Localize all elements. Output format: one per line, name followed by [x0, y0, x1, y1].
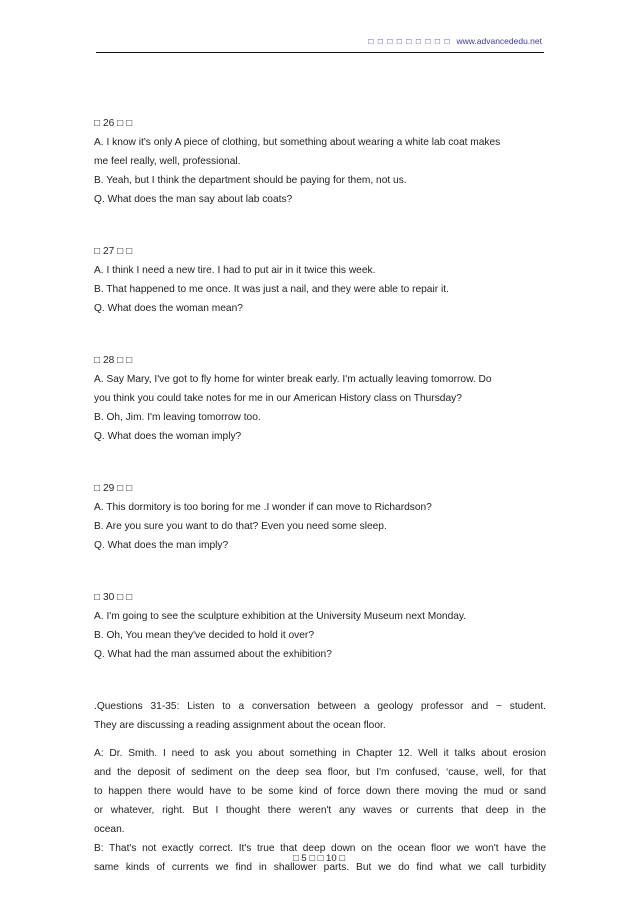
question-item-29 [94, 479, 546, 555]
dialogue-line: B. That happened to me once. It was just a nail, and they were able to repair it. [94, 284, 449, 295]
question-heading: □ 28 □ □ [94, 355, 133, 366]
dialogue-line: A. I'm going to see the sculpture exhibition at the University Museum next Monday. [94, 611, 467, 622]
question-line: Q. What does the woman imply? [94, 431, 242, 442]
header-url: www.advancededu.net [456, 36, 542, 46]
passage-speaker-a [94, 744, 546, 839]
passage-line: to happen there would have to be some kind of force down there moving the mud or sand [94, 786, 546, 797]
dialogue-line: B. Oh, Jim. I'm leaving tomorrow too. [94, 412, 261, 423]
header-text [368, 36, 542, 46]
question-heading: □ 26 □ □ [94, 118, 133, 129]
intro-line: .Questions 31-35: Listen to a conversation between a geology professor and ~ student. [94, 701, 546, 712]
dialogue-line: A. I know it's only A piece of clothing, but something about wearing a white lab coat makes [94, 137, 501, 148]
question-item-27 [94, 242, 546, 318]
passage-line: A: Dr. Smith. I need to ask you about something in Chapter 12. Well it talks about erosion [94, 748, 546, 759]
question-item-30 [94, 588, 546, 664]
passage-line: B: That's not exactly correct. It's true that deep down on the ocean floor we won't have the [94, 843, 546, 854]
dialogue-line: B. Oh, You mean they've decided to hold it over? [94, 630, 314, 641]
question-line: Q. What had the man assumed about the exhibition? [94, 649, 332, 660]
question-line: Q. What does the man say about lab coats? [94, 194, 293, 205]
section-intro [94, 697, 546, 735]
page-header [96, 38, 544, 53]
dialogue-line: A. I think I need a new tire. I had to put air in it twice this week. [94, 265, 376, 276]
question-heading: □ 27 □ □ [94, 246, 133, 257]
dialogue-line: A. This dormitory is too boring for me .I wonder if can move to Richardson? [94, 502, 432, 513]
dialogue-line: B. Are you sure you want to do that? Even you need some sleep. [94, 521, 387, 532]
dialogue-line: A. Say Mary, I've got to fly home for winter break early. I'm actually leaving tomorrow. Do [94, 374, 492, 385]
question-item-28 [94, 351, 546, 446]
question-item-26 [94, 114, 546, 209]
dialogue-line: B. Yeah, but I think the department should be paying for them, not us. [94, 175, 407, 186]
question-heading: □ 29 □ □ [94, 483, 133, 494]
page-number-footer: □ 5 □ □ 10 □ [293, 853, 345, 864]
question-line: Q. What does the man imply? [94, 540, 229, 551]
passage-line: and the deposit of sediment on the deep sea floor, but I'm confused, ‘cause, well, for that [94, 767, 546, 778]
question-line: Q. What does the woman mean? [94, 303, 243, 314]
dialogue-line: you think you could take notes for me in our American History class on Thursday? [94, 393, 462, 404]
passage-line: or whatever, right. But I thought there weren't any waves or currents that deep in the [94, 805, 546, 816]
intro-line: They are discussing a reading assignment about the ocean floor. [94, 720, 386, 731]
page-content [94, 114, 546, 877]
passage-line: same kinds of currents we find in shallower parts. But we do find what we call turbidity [94, 862, 546, 873]
dialogue-line: me feel really, well, professional. [94, 156, 241, 167]
question-heading: □ 30 □ □ [94, 592, 133, 603]
header-chinese-title: □ □ □ □ □ □ □ □ □ [368, 36, 451, 46]
passage-line: ocean. [94, 824, 125, 835]
